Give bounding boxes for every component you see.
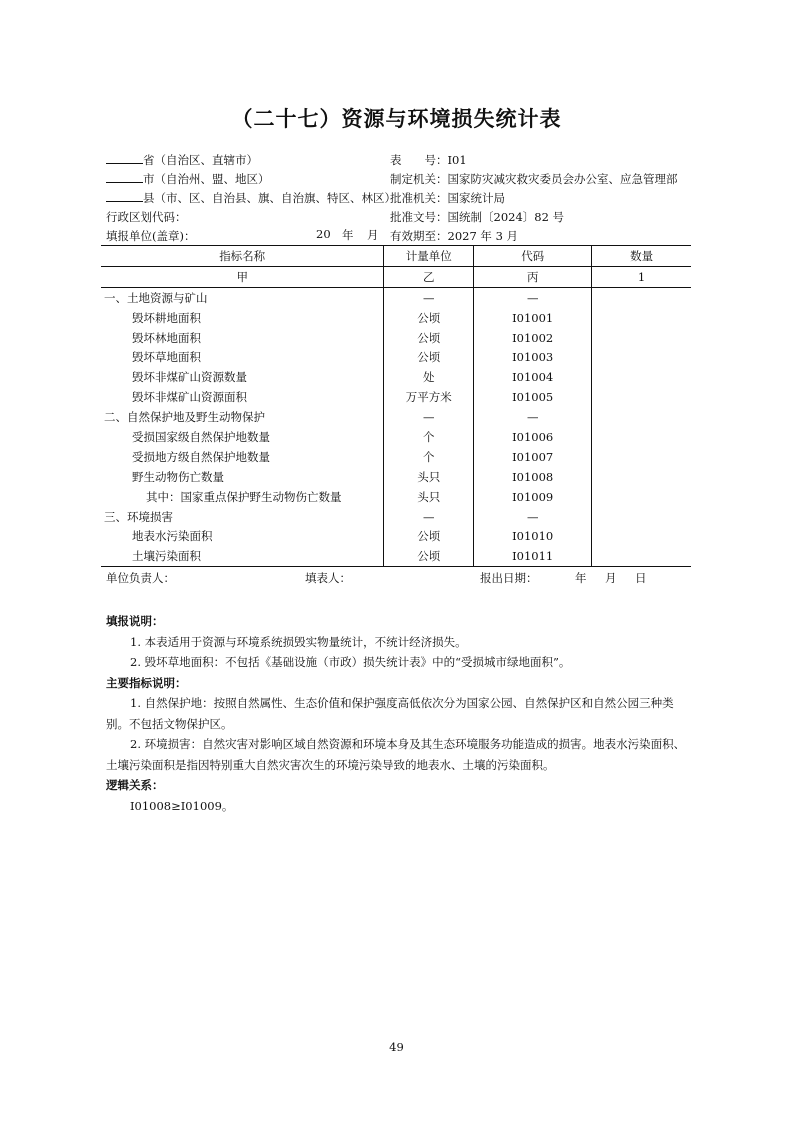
report-date-label: 报出日期：: [480, 571, 538, 585]
subheader-quantity: 1: [592, 266, 691, 287]
unit-cell: 公顷: [384, 328, 474, 348]
table-row: [101, 387, 691, 407]
city-blank[interactable]: [106, 170, 143, 183]
unit-cell: 公顷: [384, 347, 474, 367]
code-cell: I01010: [474, 526, 592, 546]
indicator-name: 一、土地资源与矿山: [104, 290, 208, 305]
indicator-note-2: 2. 环境损害：自然灾害对影响区域自然资源和环境本身及其生态环境服务功能造成的损害。地表水污染面积、土壤污染面积是指因特别重大自然灾害次生的环境污染导致的地表水、土壤的污染面积。: [106, 737, 686, 772]
code-cell: —: [474, 287, 592, 307]
code-cell: I01006: [474, 427, 592, 447]
table-row: [101, 347, 691, 367]
table-row: [101, 467, 691, 487]
fill-date-year: 年: [342, 228, 354, 242]
indicator-name: 毁坏草地面积: [132, 350, 201, 365]
indicator-name: 毁坏耕地面积: [132, 310, 201, 325]
form-number: 表 号：I01: [390, 153, 467, 167]
unit-cell: —: [384, 407, 474, 427]
city-line: [106, 170, 396, 189]
code-cell: I01007: [474, 447, 592, 467]
quantity-cell[interactable]: [592, 467, 691, 487]
code-cell: I01001: [474, 308, 592, 328]
county-label: 县（市、区、自治县、旗、自治旗、特区、林区）: [143, 191, 396, 205]
header-unit: 计量单位: [384, 246, 474, 267]
code-cell: I01011: [474, 546, 592, 566]
fill-date-year-prefix: 20: [316, 227, 331, 241]
code-cell: I01003: [474, 347, 592, 367]
unit-cell: 个: [384, 427, 474, 447]
indicator-name: 土壤污染面积: [101, 546, 384, 566]
unit-cell: 公顷: [384, 526, 474, 546]
subheader-unit: 乙: [384, 266, 474, 287]
fill-date-month: 月: [367, 228, 379, 242]
fill-instruction-2: 2. 毁坏草地面积：不包括《基础设施（市政）损失统计表》中的“受损城市绿地面积”。: [130, 655, 571, 669]
city-label: 市（自治州、盟、地区）: [143, 172, 270, 186]
quantity-cell[interactable]: [592, 546, 691, 566]
approval-number: 批准文号：国统制〔2024〕82 号: [390, 210, 565, 224]
province-label: 省（自治区、直辖市）: [143, 153, 258, 167]
unit-cell: 公顷: [384, 546, 474, 566]
indicator-name: 毁坏非煤矿山资源面积: [132, 390, 247, 405]
fill-instructions-heading: 填报说明：: [106, 614, 164, 628]
table-row: [101, 447, 691, 467]
code-cell: I01002: [474, 328, 592, 348]
table-row: [101, 287, 691, 307]
table-row: [101, 407, 691, 427]
fill-instruction-1: 1. 本表适用于资源与环境系统损毁实物量统计，不统计经济损失。: [130, 634, 467, 649]
unit-cell: 个: [384, 447, 474, 467]
table-subheader-row: [101, 266, 691, 287]
quantity-cell[interactable]: [592, 407, 691, 427]
quantity-cell[interactable]: [592, 507, 691, 527]
province-blank[interactable]: [106, 151, 143, 164]
table-row: [101, 328, 691, 348]
meta-right: [390, 151, 678, 246]
quantity-cell[interactable]: [592, 447, 691, 467]
quantity-cell[interactable]: [592, 328, 691, 348]
table-row: [101, 367, 691, 387]
table-row: [101, 427, 691, 447]
table-row: [101, 487, 691, 507]
code-cell: I01008: [474, 467, 592, 487]
indicator-name: 毁坏非煤矿山资源数量: [132, 370, 247, 385]
code-cell: —: [474, 407, 592, 427]
header-indicator: 指标名称: [101, 246, 384, 267]
unit-cell: 万平方米: [384, 387, 474, 407]
quantity-cell[interactable]: [592, 487, 691, 507]
province-line: [106, 151, 396, 170]
indicator-name: 三、环境损害: [104, 509, 173, 524]
quantity-cell[interactable]: [592, 526, 691, 546]
unit-cell: 处: [384, 367, 474, 387]
indicator-name: 受损国家级自然保护地数量: [132, 429, 270, 444]
header-code: 代码: [474, 246, 592, 267]
table-row: [101, 546, 691, 566]
unit-cell: 头只: [384, 487, 474, 507]
quantity-cell[interactable]: [592, 427, 691, 447]
county-blank[interactable]: [106, 189, 143, 202]
subheader-code: 丙: [474, 266, 592, 287]
subheader-indicator: 甲: [101, 266, 384, 287]
table-header-row: [101, 246, 691, 267]
indicator-note-1: 1. 自然保护地：按照自然属性、生态价值和保护强度高低依次分为国家公园、自然保护区和自然公园三种类别。不包括文物保护区。: [106, 696, 674, 731]
indicator-name: 其中：国家重点保护野生动物伤亡数量: [146, 489, 342, 504]
table-row: [101, 526, 691, 546]
valid-until: 有效期至：2027 年 3 月: [390, 229, 519, 243]
code-cell: I01005: [474, 387, 592, 407]
unit-cell: —: [384, 287, 474, 307]
county-line: [106, 189, 396, 208]
approving-authority: 批准机关：国家统计局: [390, 191, 505, 205]
page-number: 49: [389, 1040, 404, 1054]
responsible-label: 单位负责人：: [106, 571, 175, 585]
quantity-cell[interactable]: [592, 347, 691, 367]
indicator-name: 野生动物伤亡数量: [132, 469, 224, 484]
filler-label: 填表人：: [305, 571, 351, 585]
fill-unit-label: 填报单位(盖章)：: [106, 229, 196, 243]
notes-section: [106, 611, 696, 816]
code-cell: I01004: [474, 367, 592, 387]
code-cell: I01009: [474, 487, 592, 507]
report-year: 年: [575, 571, 587, 585]
unit-cell: 头只: [384, 467, 474, 487]
table-row: [101, 507, 691, 527]
issuing-authority: 制定机关：国家防灾减灾救灾委员会办公室、应急管理部: [390, 172, 678, 186]
indicator-name: 地表水污染面积: [132, 529, 213, 544]
header-quantity: 数量: [592, 246, 691, 267]
admin-code-label: 行政区划代码：: [106, 210, 187, 224]
indicator-name: 毁坏林地面积: [132, 330, 201, 345]
logic-text: I01008≥I01009。: [130, 798, 234, 813]
indicator-name: 受损地方级自然保护地数量: [132, 449, 270, 464]
logic-heading: 逻辑关系：: [106, 778, 164, 792]
statistics-table: [101, 245, 691, 567]
quantity-cell[interactable]: [592, 287, 691, 307]
indicator-notes-heading: 主要指标说明：: [106, 675, 187, 690]
unit-cell: 公顷: [384, 308, 474, 328]
table-row: [101, 308, 691, 328]
quantity-cell[interactable]: [592, 308, 691, 328]
quantity-cell[interactable]: [592, 387, 691, 407]
code-cell: —: [474, 507, 592, 527]
unit-cell: —: [384, 507, 474, 527]
report-day: 日: [635, 571, 647, 585]
page-title: （二十七）资源与环境损失统计表: [231, 107, 562, 131]
report-month: 月: [605, 571, 617, 585]
quantity-cell[interactable]: [592, 367, 691, 387]
indicator-name: 二、自然保护地及野生动物保护: [104, 410, 265, 425]
